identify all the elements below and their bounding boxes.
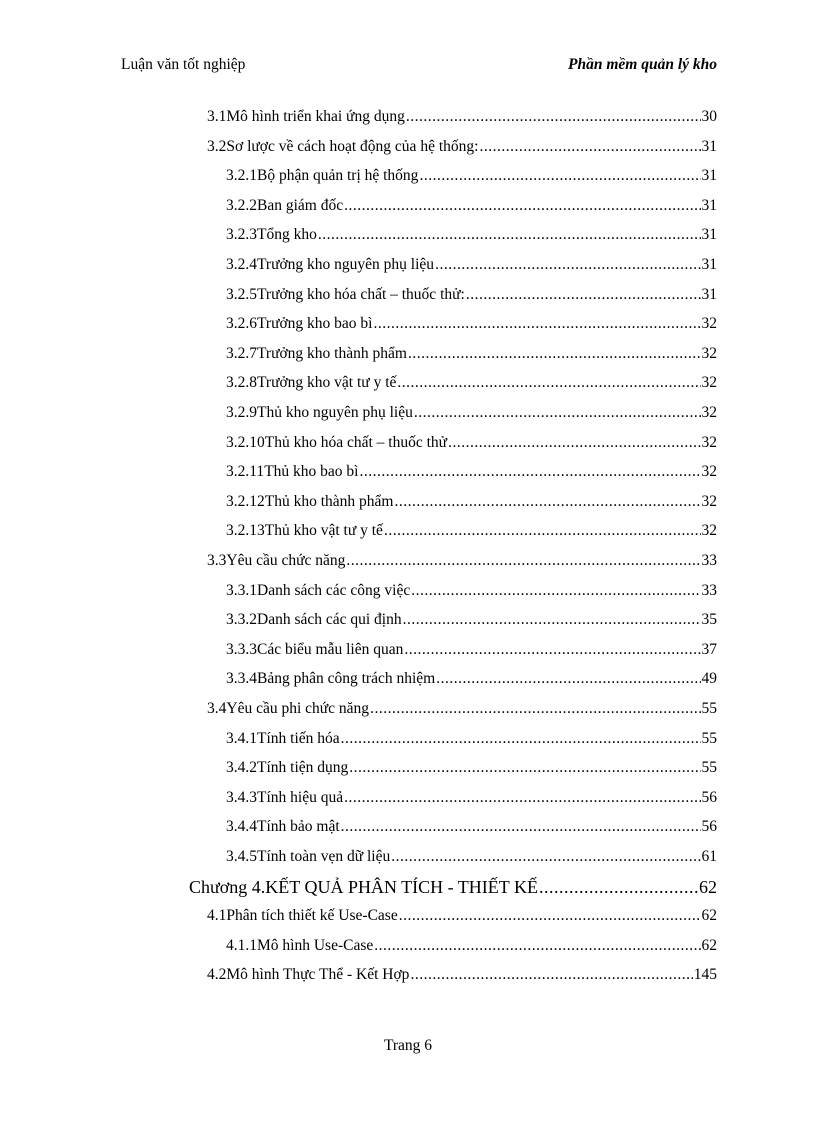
toc-entry-title: Ban giám đốc [257,196,344,214]
toc-dot-leader [341,814,701,840]
toc-entry-page: 30 [701,108,717,125]
toc-entry-page: 62 [699,876,717,897]
toc-entry-title: Yêu cầu chức năng [226,552,346,569]
toc-entry-number: 3.2.8 [226,374,257,392]
toc-entry[interactable] [226,666,717,692]
toc-entry[interactable] [226,726,717,752]
toc-entry-number: 3.4.3 [226,788,257,806]
toc-entry[interactable] [226,814,717,840]
toc-entry-title: Thủ kho nguyên phụ liệu [257,404,413,421]
toc-entry-title: Danh sách các công việc [257,581,411,599]
toc-entry[interactable] [207,696,717,722]
toc-entry-title: Mô hình triển khai ứng dụng [226,108,405,125]
toc-entry-page: 55 [701,729,717,747]
toc-entry[interactable] [189,874,717,900]
toc-dot-leader [394,489,700,515]
page-number: Trang 6 [383,1037,433,1054]
toc-entry-page: 61 [701,848,717,865]
toc-dot-leader [370,696,700,722]
toc-entry-title: Mô hình Thực Thể - Kết Hợp [226,966,410,984]
toc-entry-page: 31 [701,167,717,185]
toc-entry-title: KẾT QUẢ PHÂN TÍCH - THIẾT KẾ [265,876,538,897]
toc-dot-leader [419,163,700,189]
toc-entry-number: 3.1 [207,108,227,125]
toc-entry[interactable] [207,104,717,130]
toc-entry-title: Thủ kho bao bì [264,463,359,481]
toc-entry-page: 33 [701,552,717,569]
toc-entry-title: Bảng phân công trách nhiệm [257,670,436,688]
toc-entry-page: 62 [701,936,717,954]
toc-entry[interactable] [226,282,717,308]
toc-entry-page: 56 [701,818,717,836]
toc-dot-leader [399,903,701,929]
toc-entry-number: 3.3.3 [226,640,257,658]
toc-entry-number: 3.2.3 [226,226,257,244]
toc-entry[interactable] [226,341,717,367]
toc-dot-leader [466,282,701,308]
toc-entry-number: 3.4 [207,700,227,717]
toc-entry[interactable] [207,962,717,988]
toc-entry-title: Danh sách các qui định [257,611,402,629]
toc-dot-leader [349,755,700,781]
toc-entry-page: 32 [701,522,717,540]
toc-dot-leader [479,134,700,160]
toc-entry-title: Thủ kho hóa chất – thuốc thử [264,433,448,451]
toc-entry-number: 3.3.1 [226,581,257,599]
toc-entry-number: 3.3.2 [226,611,257,629]
toc-entry[interactable] [226,933,717,959]
toc-entry-title: Tổng kho [257,226,317,244]
toc-entry-number: 3.2.9 [226,404,257,421]
toc-entry-number: 3.2.11 [226,463,265,481]
toc-entry-page: 56 [701,788,717,806]
toc-dot-leader [406,104,701,130]
toc-entry[interactable] [226,607,717,633]
toc-entry-number: 3.2.13 [226,522,265,540]
toc-entry[interactable] [226,785,717,811]
toc-entry[interactable] [226,163,717,189]
toc-entry-number: 3.4.2 [226,759,257,777]
toc-entry-page: 35 [701,611,717,629]
toc-dot-leader [346,548,700,574]
toc-entry-number: 4.1 [207,907,227,925]
toc-dot-leader [404,637,700,663]
toc-entry-page: 32 [701,492,717,510]
toc-entry[interactable] [226,193,717,219]
toc-entry-title: Tính tiến hóa [257,729,340,747]
toc-entry-page: 31 [701,196,717,214]
toc-entry-page: 31 [701,285,717,303]
toc-entry-page: 32 [701,404,717,421]
toc-entry-page: 31 [701,137,717,155]
toc-dot-leader [435,252,700,278]
toc-entry-number: 3.2.10 [226,433,265,451]
toc-entry-number: 4.1.1 [226,936,257,954]
toc-entry-page: 49 [701,670,717,688]
toc-entry-page: 31 [701,256,717,273]
toc-entry-title: Phân tích thiết kế Use-Case [226,907,398,925]
toc-dot-leader [414,400,701,426]
toc-entry[interactable] [226,578,717,604]
toc-entry-title: Mô hình Use-Case [257,936,374,954]
toc-entry[interactable] [226,252,717,278]
toc-entry-title: Trưởng kho nguyên phụ liệu [257,256,435,273]
toc-entry-number: Chương 4. [189,876,266,897]
toc-entry[interactable] [226,400,717,426]
toc-entry[interactable] [226,459,717,485]
toc-entry-title: Trưởng kho bao bì [257,315,373,333]
toc-entry[interactable] [226,430,717,456]
toc-dot-leader [411,578,700,604]
toc-entry[interactable] [207,548,717,574]
toc-dot-leader [318,222,701,248]
toc-entry[interactable] [226,370,717,396]
toc-entry-number: 3.4.1 [226,729,257,747]
toc-dot-leader [403,607,701,633]
toc-entry[interactable] [226,222,717,248]
toc-entry-title: Tính toàn vẹn dữ liệu [257,848,391,865]
toc-entry-title: Bộ phận quản trị hệ thống [257,167,419,185]
toc-entry-number: 3.2.1 [226,167,257,185]
toc-entry-title: Trưởng kho hóa chất – thuốc thử: [257,285,465,303]
header-document-type: Luận văn tốt nghiệp [121,56,246,73]
toc-dot-leader [539,874,698,900]
toc-entry[interactable] [207,134,717,160]
toc-entry[interactable] [226,844,717,870]
toc-dot-leader [397,370,700,396]
toc-entry[interactable] [226,755,717,781]
toc-dot-leader [408,341,701,367]
toc-entry[interactable] [207,903,717,929]
toc-entry-title: Sơ lược về cách hoạt động của hệ thống: [226,137,479,155]
toc-entry-page: 31 [701,226,717,244]
toc-entry[interactable] [226,637,717,663]
toc-entry-title: Thủ kho thành phẩm [264,492,394,510]
toc-entry-page: 55 [701,700,717,717]
toc-entry-page: 32 [701,374,717,392]
toc-entry-number: 3.2.4 [226,256,257,273]
toc-entry-page: 32 [701,433,717,451]
toc-entry[interactable] [226,518,717,544]
toc-entry-title: Trưởng kho thành phẩm [257,344,407,362]
toc-entry-number: 3.2.6 [226,315,257,333]
toc-entry-number: 3.2.2 [226,196,257,214]
toc-entry-page: 32 [701,315,717,333]
toc-dot-leader [384,518,701,544]
toc-entry[interactable] [226,311,717,337]
toc-entry-page: 145 [693,966,717,984]
toc-dot-leader [344,193,700,219]
toc-entry-page: 55 [701,759,717,777]
toc-entry-page: 62 [701,907,717,925]
toc-dot-leader [341,726,701,752]
toc-entry-page: 32 [701,344,717,362]
toc-entry-number: 3.2.7 [226,344,257,362]
toc-entry-number: 3.4.4 [226,818,257,836]
toc-dot-leader [374,933,700,959]
toc-dot-leader [359,459,700,485]
toc-entry-page: 37 [701,640,717,658]
header-project-title: Phần mềm quản lý kho [568,56,717,73]
toc-entry[interactable] [226,489,717,515]
toc-dot-leader [374,311,701,337]
toc-dot-leader [448,430,700,456]
toc-entry-number: 4.2 [207,966,227,984]
toc-entry-title: Tính bảo mật [257,818,340,836]
toc-entry-number: 3.2.5 [226,285,257,303]
toc-entry-number: 3.3 [207,552,227,569]
toc-entry-page: 32 [701,463,717,481]
toc-dot-leader [391,844,700,870]
toc-entry-title: Tính tiện dụng [257,759,349,777]
toc-dot-leader [436,666,700,692]
toc-entry-title: Tính hiệu quả [257,788,344,806]
toc-dot-leader [410,962,692,988]
toc-entry-title: Các biểu mẫu liên quan [257,640,404,658]
toc-entry-number: 3.2.12 [226,492,265,510]
toc-entry-page: 33 [701,581,717,599]
toc-dot-leader [344,785,700,811]
page-header [121,56,717,78]
toc-entry-number: 3.2 [207,137,227,155]
toc-entry-number: 3.4.5 [226,848,257,865]
toc-entry-title: Thủ kho vật tư y tế [264,522,383,540]
toc-entry-number: 3.3.4 [226,670,257,688]
toc-entry-title: Yêu cầu phi chức năng [226,700,370,717]
toc-entry-title: Trưởng kho vật tư y tế [257,374,397,392]
